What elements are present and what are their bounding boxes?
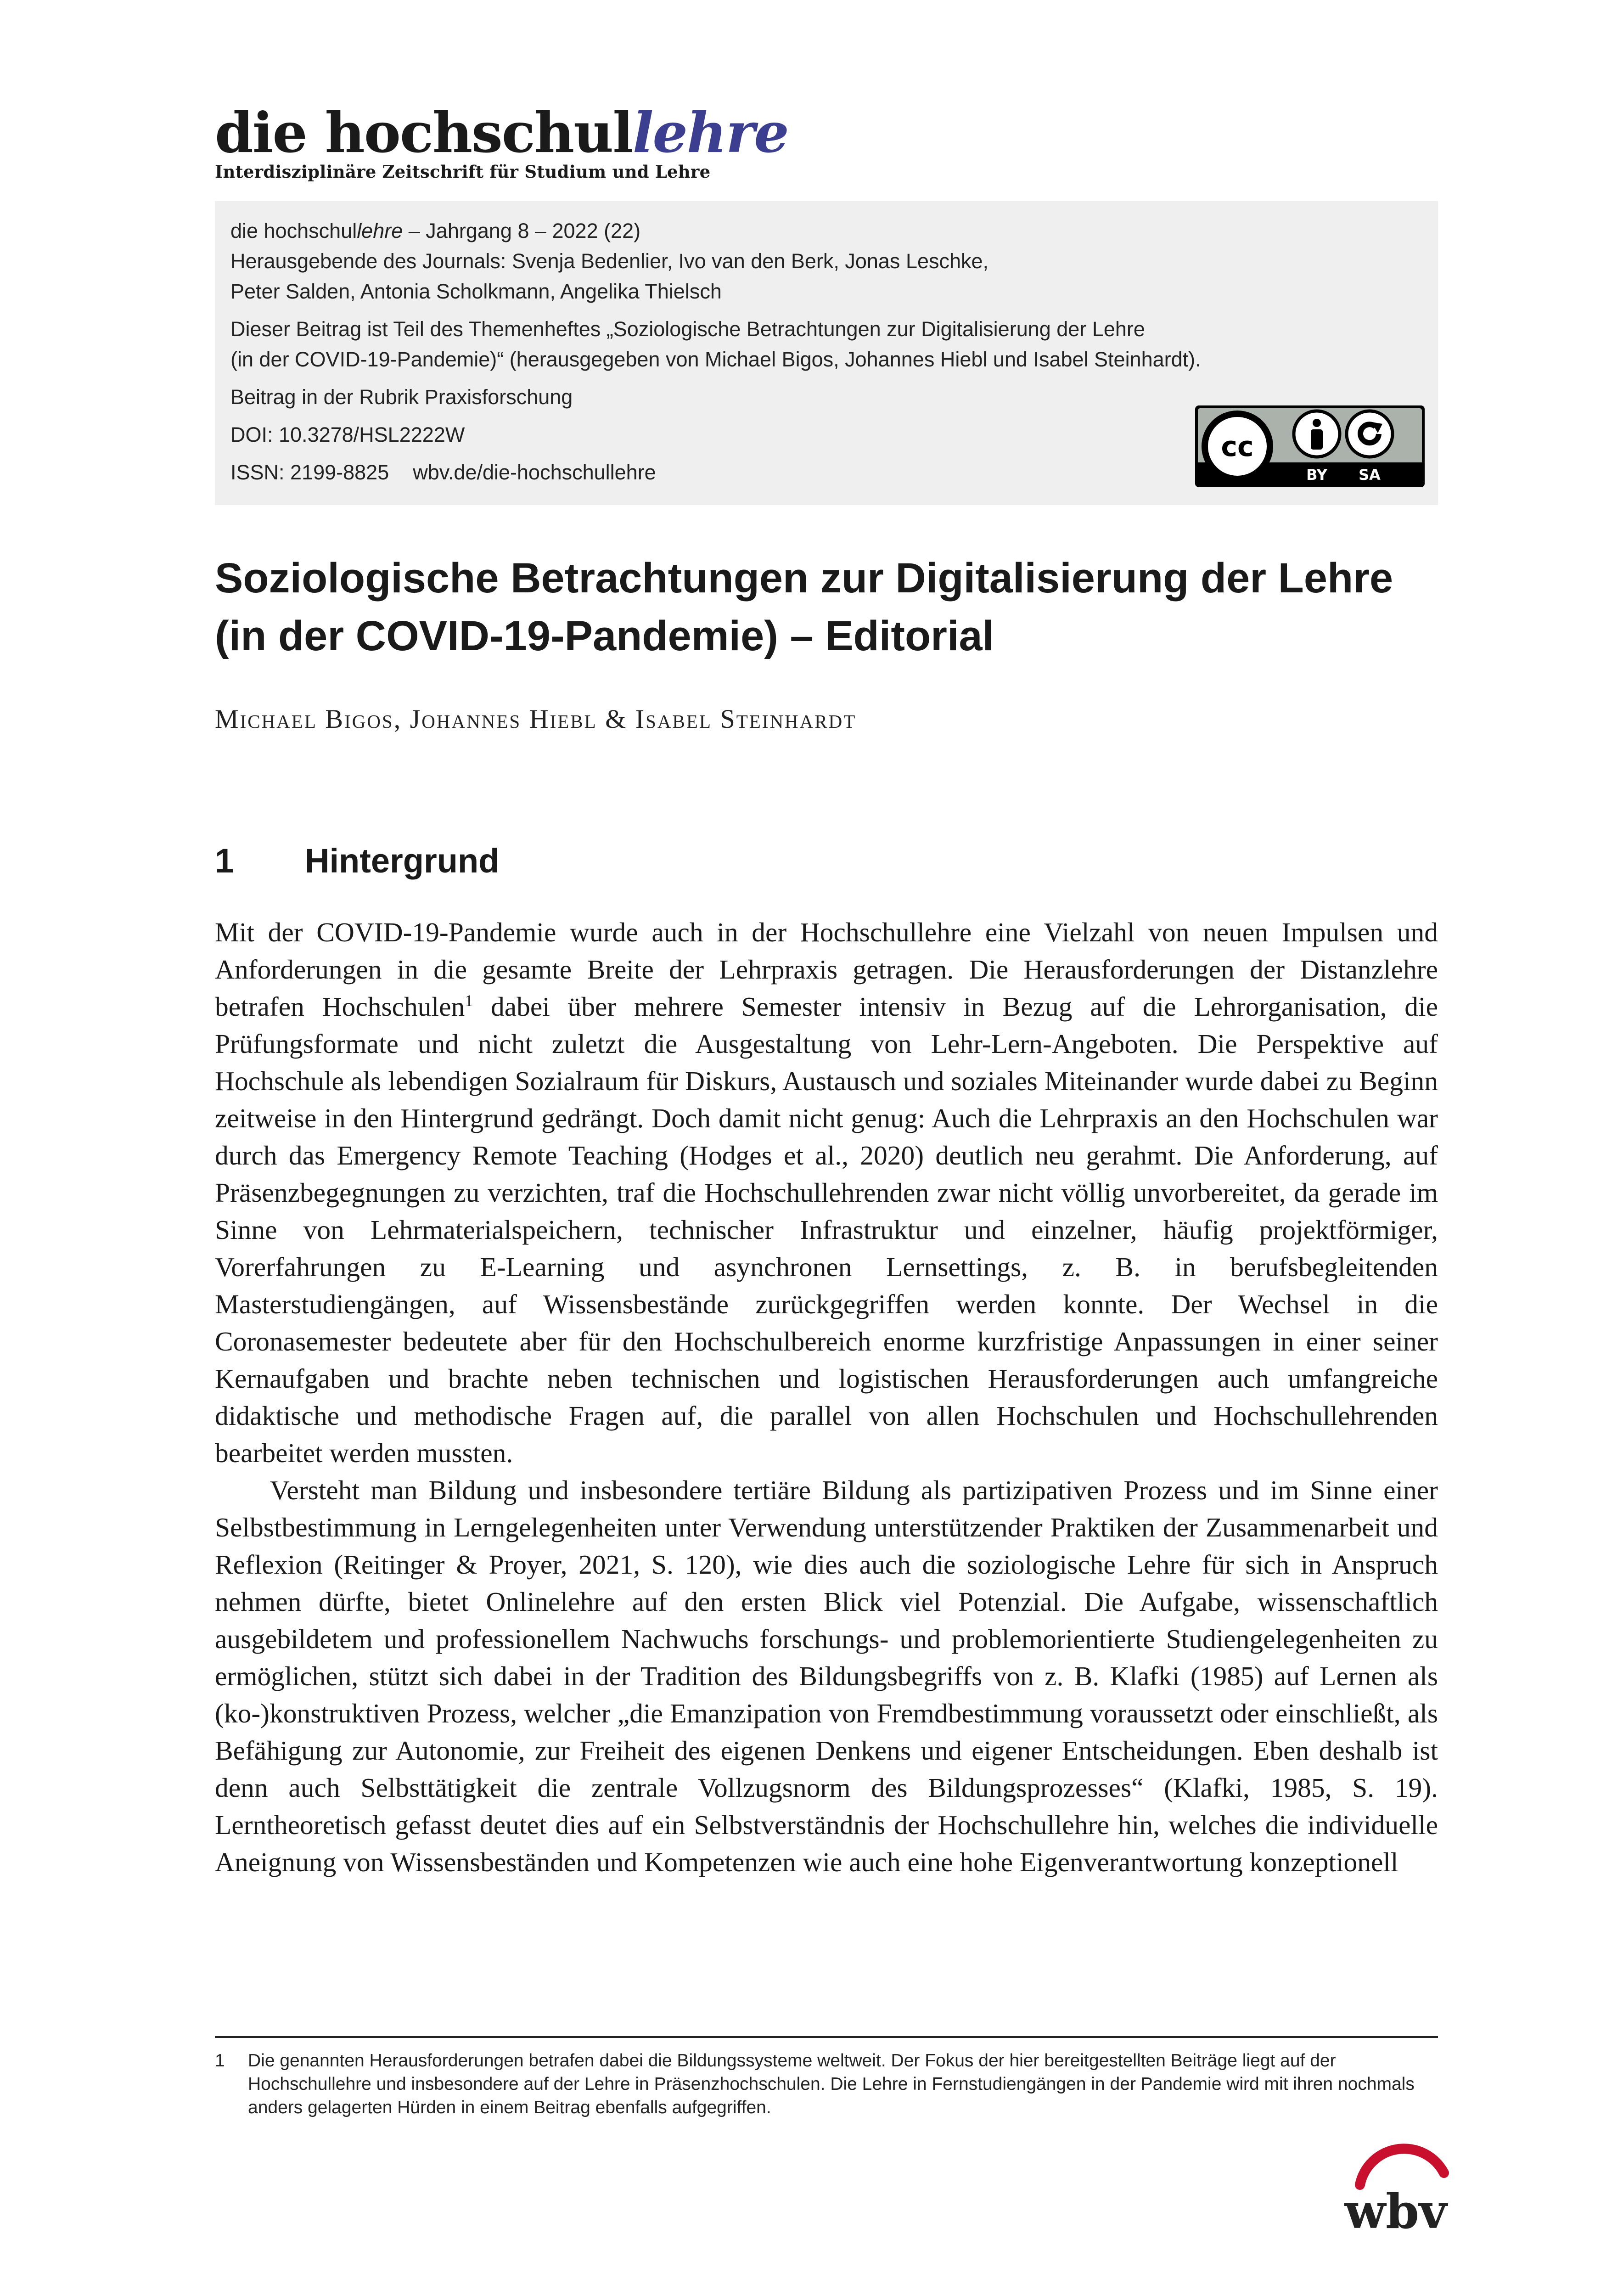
editors-line-2: Peter Salden, Antonia Scholkmann, Angelika Thielsch bbox=[230, 280, 722, 303]
wbv-logo-text: wbv bbox=[1344, 2183, 1447, 2240]
share-alike-icon bbox=[1347, 411, 1393, 457]
paragraph-1-text-a: Mit der COVID-19-Pandemie wurde auch in der Hochschullehre eine Vielzahl von neuen Impulsen und Anforderungen in die gesamte Breite der Lehrpraxis getragen. Die Herausforderungen der Distanzlehre betrafen Hochschulen bbox=[215, 917, 1438, 1022]
body-paragraph-1 bbox=[215, 914, 1438, 1472]
article-authors: Michael Bigos, Johannes Hiebl & Isabel Steinhardt bbox=[215, 704, 857, 734]
section-title: Hintergrund bbox=[305, 842, 500, 880]
doi-line: DOI: 10.3278/HSL2222W bbox=[230, 423, 465, 446]
journal-masthead bbox=[215, 101, 812, 182]
editors-line-1: Herausgebende des Journals: Svenja Bedenlier, Ivo van den Berk, Jonas Leschke, bbox=[230, 249, 989, 273]
body-paragraph-2: Versteht man Bildung und insbesondere tertiäre Bildung als partizipativen Prozess und im Sinne einer Selbstbestimmung in Lerngelegenheiten unter Verwendung unterstützender Praktiken der Zusammenarbeit und Reflexion (Reitinger & Proyer, 2021, S. 120), wie dies auch die soziologische Lehre für sich in Anspruch nehmen dürfte, bietet Onlinelehre auf den ersten Blick viel Potenzial. Die Aufgabe, wissenschaftlich ausgebildetem und professionellem Nachwuchs forschungs- und problemorientierte Studiengelegenheiten zu ermöglichen, stützt sich dabei in der Tradition des Bildungsbegriffs von z. B. Klafki (1985) auf Lernen als (ko-)konstruktiven Prozess, welcher „die Emanzipation von Fremdbestimmung voraussetzt oder einschließt, als Befähigung zur Autonomie, zur Freiheit des eigenen Denkens und eigener Entscheidungen. Eben deshalb ist denn auch Selbsttätigkeit die zentrale Vollzugsnorm des Bildungsprozesses“ (Klafki, 1985, S. 19). Lerntheoretisch gefasst deutet dies auf ein Selbstverständnis der Hochschullehre hin, welches die individuelle Aneignung von Wissensbeständen und Kompetenzen wie auch eine hohe Eigenverantwortung konzeptionell bbox=[215, 1475, 1438, 1877]
footnote-1 bbox=[215, 2049, 1438, 2119]
paragraph-1-text-b: dabei über mehrere Semester intensiv in Bezug auf die Lehrorganisation, die Prüfungsformate und nicht zuletzt die Ausgestaltung von Lehr-Lern-Angeboten. Die Perspektive auf Hochschule als lebendigen Sozialraum für Diskurs, Austausch und soziales Miteinander wurde dabei zu Beginn zeitweise in den Hintergrund gedrängt. Doch damit nicht genug: Auch die Lehrpraxis an den Hochschulen war durch das Emergency Remote Teaching (Hodges et al., 2020) deutlich neu gerahmt. Die Anforderung, auf Präsenzbegegnungen zu verzichten, traf die Hochschullehrenden zwar nicht völlig unvorbereitet, da gerade im Sinne von Lehrmaterialspeichern, technischer Infrastruktur und einzelner, häufig projektförmiger, Vorerfahrungen zu E-Learning und asynchronen Lernsettings, z. B. in berufsbegleitenden Masterstudiengängen, auf Wissensbestände zurückgegriffen werden konnte. Der Wechsel in die Coronasemester bedeutete aber für den Hochschulbereich enorme kurzfristige Anpassungen in einer seiner Kernaufgaben und brachte neben technischen und logistischen Herausforderungen auch umfangreiche didaktische und methodische Fragen auf, die parallel von allen Hochschulen und Hochschullehrenden bearbeitet werden mussten. bbox=[215, 991, 1438, 1468]
cc-by-sa-badge[interactable] bbox=[1195, 405, 1425, 487]
journal-logo-subtitle: Interdisziplinäre Zeitschrift für Studium und Lehre bbox=[215, 162, 711, 182]
journal-logo-prefix: die hochschul bbox=[215, 101, 633, 165]
theme-issue-line-2: (in der COVID-19-Pandemie)“ (herausgegeben von Michael Bigos, Johannes Hiebl und Isabel Steinhardt). bbox=[230, 348, 1201, 371]
sa-label: SA bbox=[1359, 466, 1381, 484]
wbv-arc-icon bbox=[1360, 2149, 1444, 2185]
journal-issue-line bbox=[230, 216, 1422, 246]
article-title-line-2: (in der COVID-19-Pandemie) – Editorial bbox=[215, 613, 994, 659]
journal-url[interactable]: wbv.de/die-hochschullehre bbox=[413, 461, 656, 484]
journal-info-box bbox=[215, 201, 1438, 505]
by-label: BY bbox=[1306, 466, 1327, 484]
rubric-line: Beitrag in der Rubrik Praxisforschung bbox=[230, 385, 573, 409]
wbv-publisher-logo bbox=[1331, 2131, 1451, 2241]
cc-label: cc bbox=[1221, 431, 1254, 463]
article-title-line-1: Soziologische Betrachtungen zur Digitalisierung der Lehre bbox=[215, 555, 1393, 602]
article-title bbox=[215, 549, 1455, 665]
theme-issue-line-1: Dieser Beitrag ist Teil des Themenheftes „Soziologische Betrachtungen zur Digitalisierung der Lehre bbox=[230, 317, 1145, 341]
journal-volume: – Jahrgang 8 – 2022 (22) bbox=[403, 219, 641, 242]
journal-name-prefix: die hochschul bbox=[230, 219, 357, 242]
journal-name-italic: lehre bbox=[357, 219, 403, 242]
article-body bbox=[215, 914, 1438, 1881]
issn: ISSN: 2199-8825 bbox=[230, 461, 389, 484]
footnote-ref-1[interactable]: 1 bbox=[465, 991, 473, 1010]
journal-logo-italic: lehre bbox=[632, 101, 788, 165]
section-heading bbox=[215, 841, 499, 880]
footnote-text: Die genannten Herausforderungen betrafen dabei die Bildungssysteme weltweit. Der Fokus der hier bereitgestellten Beiträge liegt auf der Hochschullehre und insbesondere auf der Lehre in Präsenzhochschulen. Die Lehre in Fernstudiengängen in der Pandemie wird mit ihren nochmals anders gelagerten Hürden in einem Beitrag ebenfalls aufgegriffen. bbox=[248, 2051, 1415, 2117]
journal-logo-title bbox=[215, 101, 812, 165]
footnote-divider bbox=[215, 2036, 1438, 2038]
footnote-number: 1 bbox=[215, 2051, 225, 2071]
attribution-icon bbox=[1294, 411, 1340, 457]
cc-icon bbox=[1202, 411, 1273, 482]
section-number: 1 bbox=[215, 842, 234, 880]
